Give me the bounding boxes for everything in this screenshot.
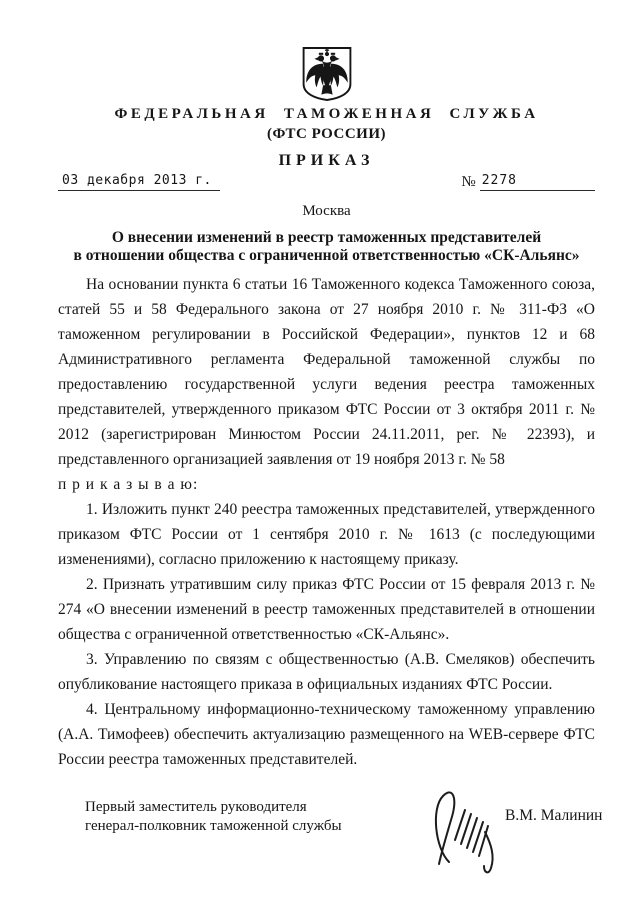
number-sign: № [461,174,476,190]
order-item-3: 3. Управлению по связям с общественностью (А.В. Смеляков) обеспечить опубликование настоящего приказа в официальных изданиях ФТС России. [58,651,595,693]
signatory-name: В.М. Малинин [505,807,603,824]
document-header [58,46,595,220]
order-item-2: 2. Признать утратившим силу приказ ФТС России от 15 февраля 2013 г. № 274 «О внесении изменений в реестр таможенных представителей в отношении общества с ограниченной ответственностью «СК-Альянс». [58,576,595,643]
city-label: Москва [302,203,351,219]
date-number-row [58,173,595,191]
order-title [58,229,595,265]
order-title-line2: в отношении общества с ограниченной ответственностью «СК-Альянс» [73,247,580,264]
russian-coat-of-arms-icon [301,46,353,102]
preamble-paragraph: На основании пункта 6 статьи 16 Таможенного кодекса Таможенного союза, статей 55 и 58 Федерального закона от 27 ноября 2010 г. № 311-ФЗ «О таможенном регулировании в Российской Федерации», пунктов 12 и 68 Административного регламента Федеральной таможенной службы по предоставлению государственной услуги ведения реестра таможенных представителей, утвержденного приказом ФТС России от 3 октября 2011 г. № 2012 (зарегистрирован Минюстом России 24.11.2011, рег. № 22393), и представленного организацией заявления от 19 ноября 2013 г. № 58 [58,276,595,468]
handwritten-signature [425,786,515,878]
order-item-1: 1. Изложить пункт 240 реестра таможенных представителей, утвержденного приказом ФТС России от 1 сентября 2010 г. № 1613 (с последующими изменениями), согласно приложению к настоящему приказу. [58,501,595,568]
signatory-position-line2: генерал-полковник таможенной службы [85,818,342,834]
order-body [58,272,595,772]
document-type-heading: ПРИКАЗ [278,152,375,169]
org-name: ФЕДЕРАЛЬНАЯ ТАМОЖЕННАЯ СЛУЖБА [114,106,539,122]
order-number: 2278 [480,173,595,191]
order-word: п р и к а з ы в а ю: [58,476,199,493]
org-short-name: (ФТС РОССИИ) [266,126,386,142]
signature-block [85,798,603,908]
order-title-line1: О внесении изменений в реестр таможенных представителей [111,229,542,246]
order-item-4: 4. Центральному информационно-техническому таможенному управлению (А.А. Тимофеев) обеспечить актуализацию размещенного на WEB-сервере ФТС России реестра таможенных представителей. [58,701,595,768]
signatory-position-line1: Первый заместитель руководителя [85,799,307,815]
order-number-group [461,173,595,191]
emblem-container [58,46,595,102]
order-date: 03 декабря 2013 г. [58,173,220,191]
